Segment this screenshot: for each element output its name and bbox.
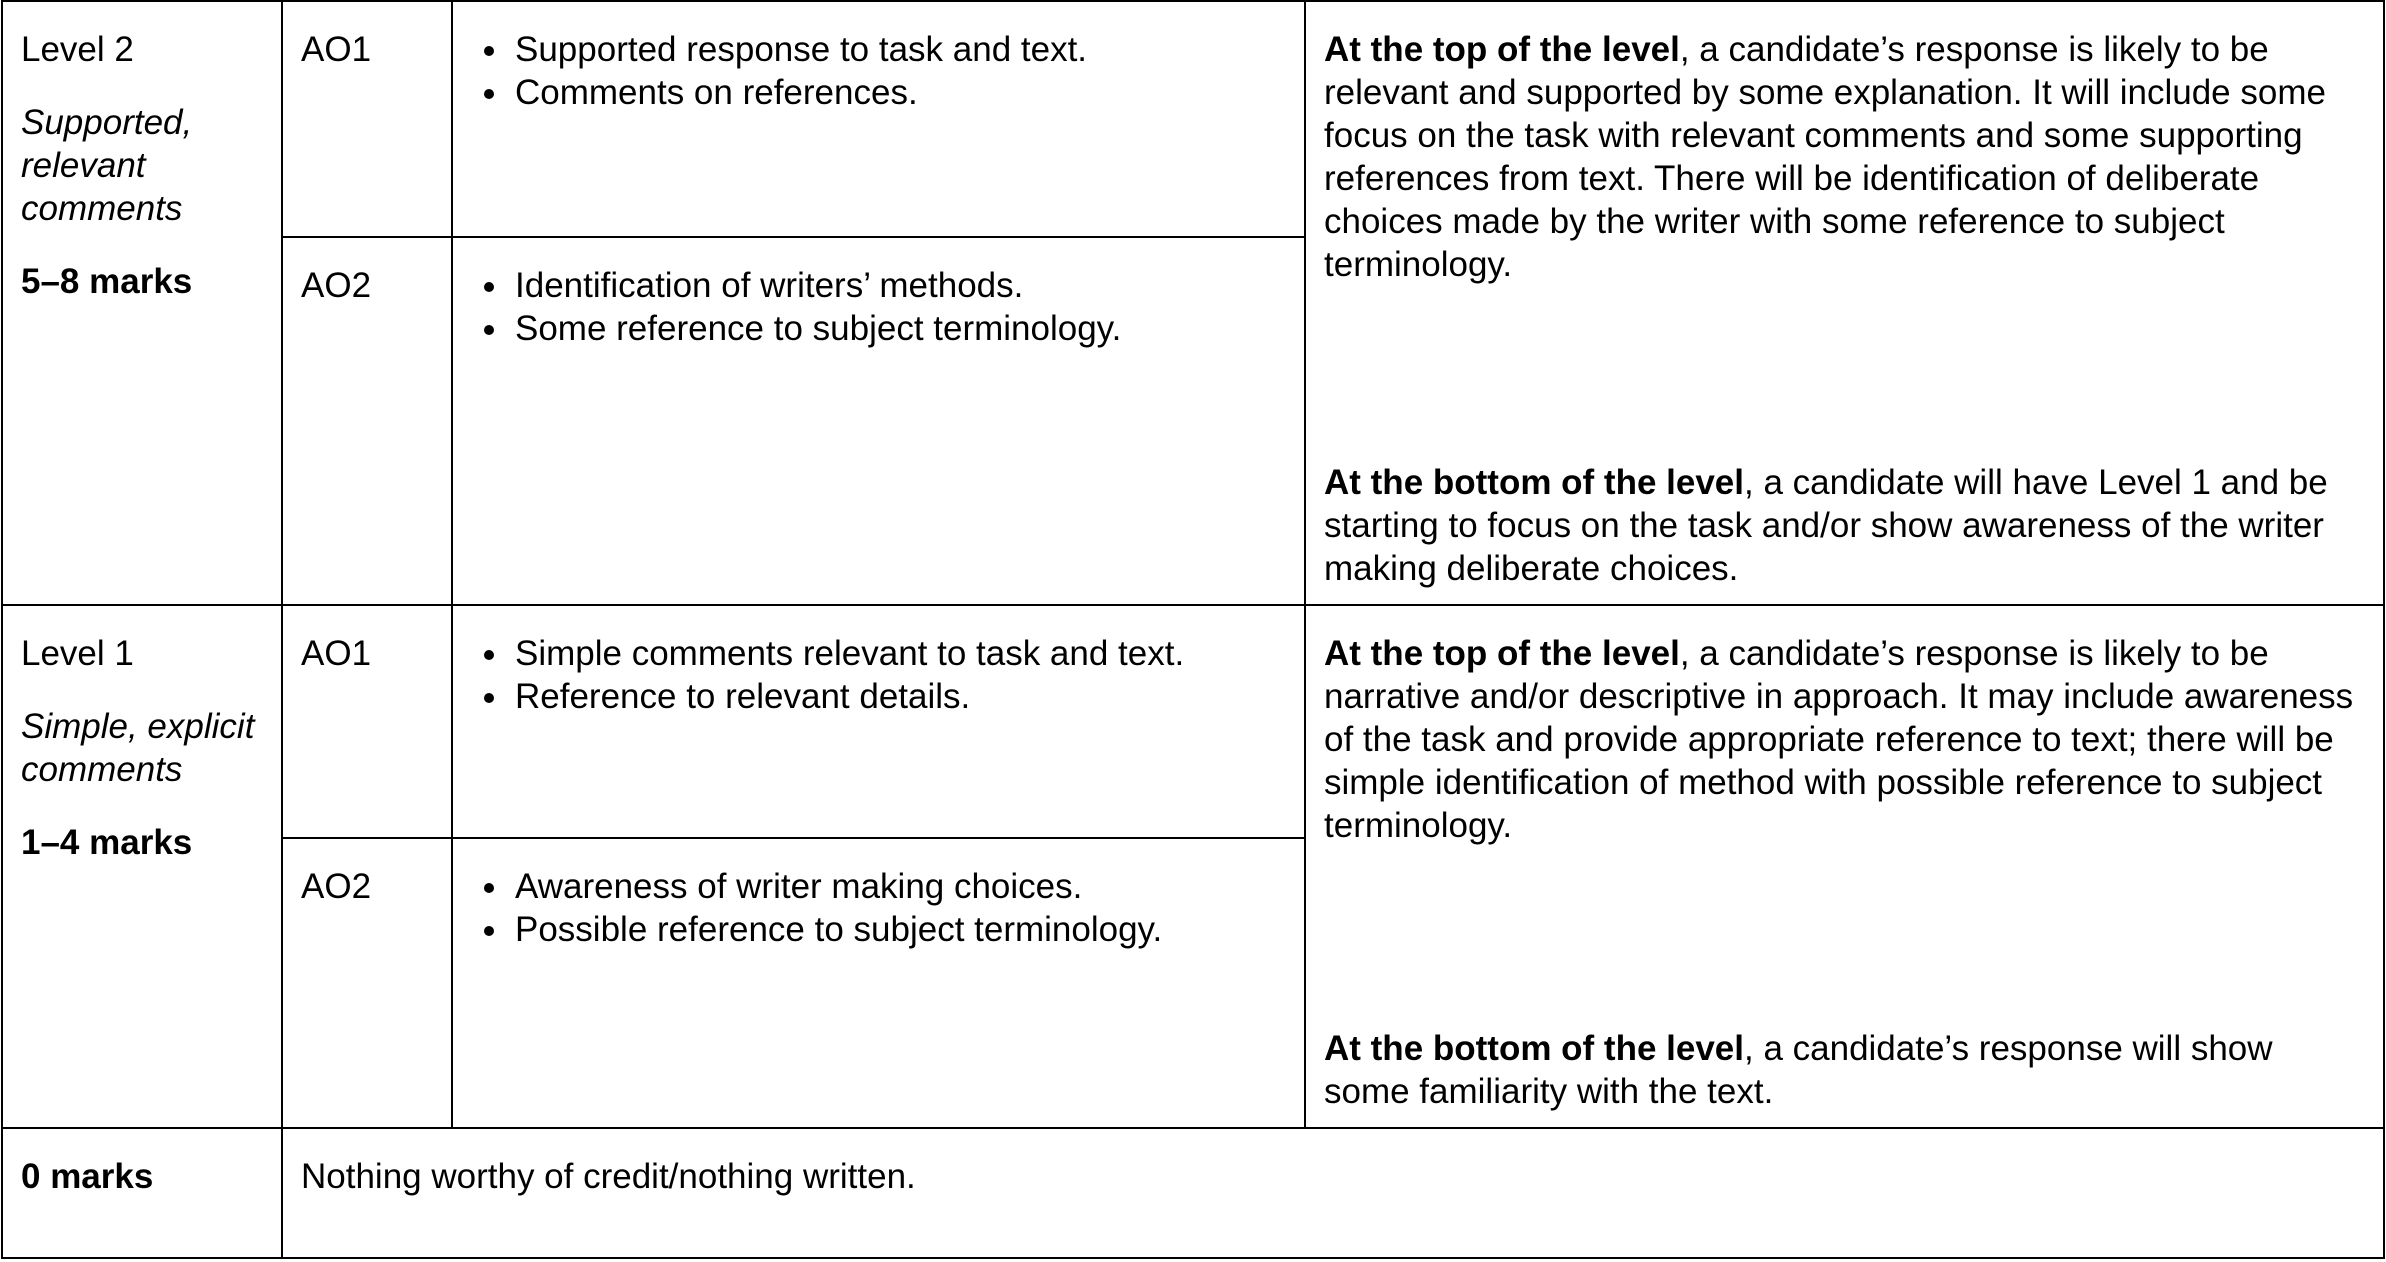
top-of-level-text: [1324, 632, 2365, 847]
ao-label: AO2: [282, 838, 452, 1128]
zero-marks-row: [2, 1128, 2384, 1258]
top-of-level-text: [1324, 28, 2365, 286]
criteria-item: • Simple comments relevant to task and text.: [511, 632, 1286, 675]
bottom-of-level-lead: At the bottom of the level: [1324, 1028, 1744, 1068]
zero-marks-text: Nothing worthy of credit/nothing written.: [282, 1128, 2384, 1258]
top-of-level-lead: At the top of the level: [1324, 30, 1680, 69]
ao-criteria: [452, 237, 1305, 605]
level-description: [1305, 1, 2384, 605]
top-of-level-lead: At the top of the level: [1324, 634, 1680, 673]
level-marks: 1–4 marks: [21, 823, 193, 863]
top-of-level-body: , a candidate’s response is likely to be relevant and supported by some explanation. It will include some focus on the task with relevant comments and some supporting references from text. There will be identification of deliberate choices made by the writer with some reference to subject terminology.: [1324, 30, 2326, 285]
criteria-item: • Awareness of writer making choices.: [511, 865, 1286, 908]
criteria-item: • Supported response to task and text.: [511, 28, 1286, 71]
level-name: Level 1: [21, 634, 134, 673]
ao-criteria: [452, 605, 1305, 838]
level-marks: 5–8 marks: [21, 262, 193, 302]
criteria-item: • Reference to relevant details.: [511, 675, 1286, 718]
bottom-of-level-body: , a candidate’s response will show some familiarity with the text.: [1324, 1028, 2273, 1111]
ao-criteria: [452, 1, 1305, 237]
level-name: Level 2: [21, 30, 134, 69]
ao-criteria: [452, 838, 1305, 1128]
level-1-ao1-row: [2, 605, 2384, 838]
ao-label: AO1: [282, 1, 452, 237]
bottom-of-level-text: [1324, 1027, 2365, 1113]
criteria-item: • Identification of writers’ methods.: [511, 264, 1286, 307]
zero-marks-label: 0 marks: [2, 1128, 282, 1258]
criteria-list: [471, 632, 1286, 718]
mark-scheme-table: [1, 0, 2385, 1259]
bottom-of-level-body: , a candidate will have Level 1 and be starting to focus on the task and/or show awareness of the writer making deliberate choices.: [1324, 462, 2328, 588]
level-2-cell: [2, 1, 282, 605]
level-2-ao1-row: [2, 1, 2384, 237]
ao-label: AO2: [282, 237, 452, 605]
criteria-list: [471, 28, 1286, 114]
level-descriptor: Simple, explicit comments: [21, 707, 255, 790]
level-1-cell: [2, 605, 282, 1128]
bottom-of-level-text: [1324, 461, 2365, 590]
level-descriptor: Supported, relevant comments: [21, 103, 193, 229]
ao-label: AO1: [282, 605, 452, 838]
level-description: [1305, 605, 2384, 1128]
bottom-of-level-lead: At the bottom of the level: [1324, 462, 1744, 502]
criteria-item: • Possible reference to subject terminology.: [511, 908, 1286, 951]
criteria-item: • Comments on references.: [511, 71, 1286, 114]
criteria-item: • Some reference to subject terminology.: [511, 307, 1286, 350]
top-of-level-body: , a candidate’s response is likely to be narrative and/or descriptive in approach. It may include awareness of the task and provide appropriate reference to text; there will be simple identification of method with possible reference to subject terminology.: [1324, 634, 2354, 846]
criteria-list: [471, 264, 1286, 350]
criteria-list: [471, 865, 1286, 951]
